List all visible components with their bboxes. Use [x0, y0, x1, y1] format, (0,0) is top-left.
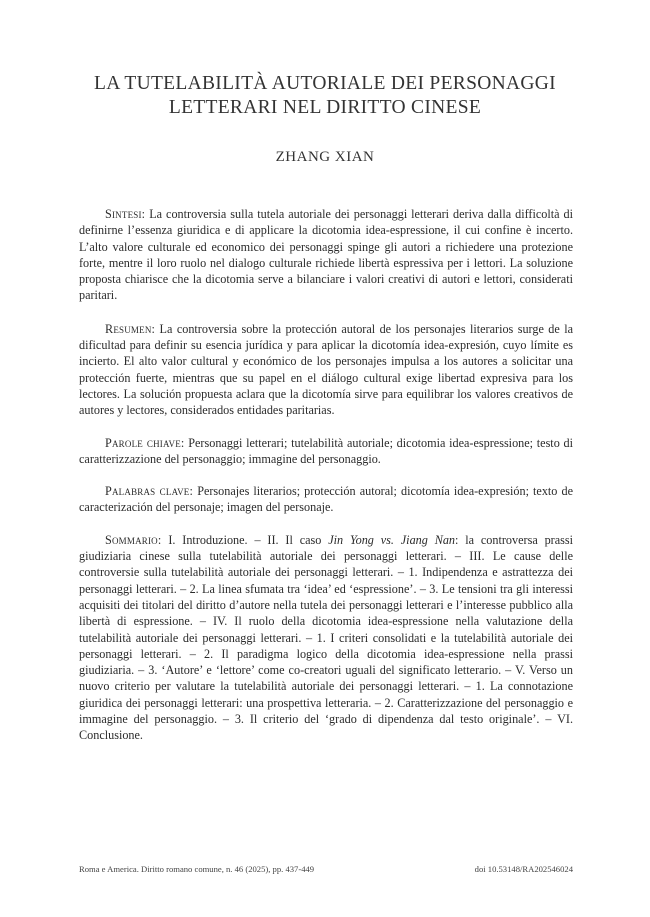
page-footer: [79, 864, 573, 874]
doi: doi 10.53148/RA202546024: [474, 864, 573, 874]
abstract-italian-text: La controversia sulla tutela autoriale dei personaggi letterari deriva dalla difficoltà di definirne l’essenza giuridica e di applicare la dicotomia idea-espressione, il cui confine è incerto. L’alto valore culturale ed economico dei personaggi spinge gli autori a richiedere una protezione forte, mentre il loro ruolo nel dialogo culturale richiede libertà espressiva per i lettori. La soluzione proposta chiarisce che la dicotomia serve a bilanciare i valori creativi di autori e lettori, considerati paritari.: [79, 207, 573, 303]
article-title: [60, 72, 590, 120]
keywords-spanish: [79, 483, 573, 516]
keywords-italian: [79, 435, 573, 468]
article-front-matter: [79, 206, 573, 744]
summary-label: Sommario:: [105, 532, 162, 547]
summary-text-before: I. Introduzione. – II. Il caso: [168, 532, 329, 547]
keywords-spanish-text: Personajes literarios; protección autoral; dicotomía idea-expresión; texto de caracterización del personaje; imagen del personaje.: [79, 484, 573, 515]
table-of-contents: [79, 532, 573, 744]
article-title-line-2: LETTERARI NEL DIRITTO CINESE: [168, 97, 482, 118]
abstract-spanish-label: Resumen:: [105, 321, 156, 336]
article-title-line-1: LA TUTELABILITÀ AUTORIALE DEI PERSONAGGI: [94, 73, 556, 94]
summary-text-after: : la controversa prassi giudiziaria cinese sulla tutelabilità autoriale dei personaggi letterari. – III. Le cause delle controversie sulla tutelabilità autoriale dei personaggi letterari. – 1. Indipendenza e astrattezza dei personaggi letterari. – 2. La linea sfumata tra ‘idea’ ed ‘espressione’. – 3. Le tensioni tra gli interessi acquisiti dei titolari del diritto d’autore nella tutela dei personaggi letterari e l’interesse pubblico alla libertà di espressione. – IV. Il ruolo della dicotomia idea-espressione nella valutazione della tutelabilità autoriale dei personaggi letterari. – 1. I criteri consolidati e la tutelabilità autoriale dei personaggi letterari. – 2. Il paradigma logico della dicotomia idea-espressione nella prassi giudiziaria. – 3. ‘Autore’ e ‘lettore’ come co-creatori uguali del significato letterario. – V. Verso un nuovo criterio per valutare la tutelabilità autoriale dei personaggi letterari. – 1. La connotazione giuridica dei personaggi letterari: una prospettiva letteraria. – 2. Caratterizzazione del personaggio e immagine del personaggio. – 3. Il criterio del ‘grado di dipendenza dal testo originale’. – VI. Conclusione.: [79, 532, 574, 743]
keywords-italian-text: Personaggi letterari; tutelabilità autoriale; dicotomia idea-espressione; testo di caratterizzazione del personaggio; immagine del personaggio.: [79, 435, 573, 466]
keywords-spanish-label: Palabras clave:: [105, 484, 194, 499]
journal-citation: Roma e America. Diritto romano comune, n. 46 (2025), pp. 437-449: [79, 864, 315, 874]
summary-case-name: Jin Yong vs. Jiang Nan: [328, 532, 456, 547]
abstract-spanish: [79, 321, 573, 419]
abstract-italian: [79, 206, 573, 304]
abstract-italian-label: Sintesi:: [105, 207, 146, 221]
keywords-italian-label: Parole chiave:: [105, 435, 185, 450]
abstract-spanish-text: La controversia sobre la protección autoral de los personajes literarios surge de la dificultad para definir su esencia jurídica y para aplicar la dicotomía idea-expresión, cuyo límite es incierto. El alto valor cultural y económico de los personajes impulsa a los autores a solicitar una protección fuerte, mientras que su papel en el diálogo cultural exige libertad expresiva para los lectores. La solución propuesta aclara que la dicotomía sirve para equilibrar los valores creativos de autores y lectores, considerados entidades paritarias.: [79, 321, 574, 418]
article-author: ZHANG XIAN: [275, 149, 375, 165]
